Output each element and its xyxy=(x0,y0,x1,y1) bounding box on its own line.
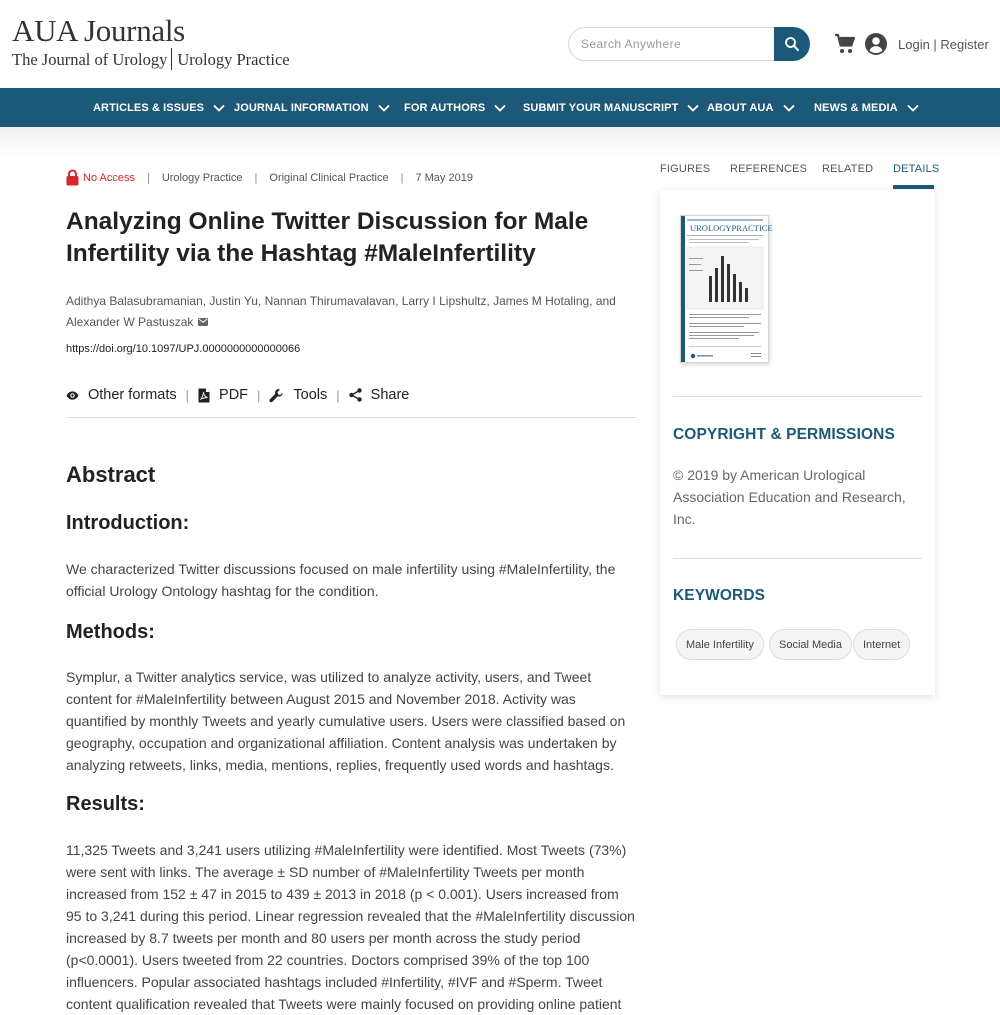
article-toolbar xyxy=(66,385,409,405)
site-header xyxy=(0,0,1000,88)
cover-title-text: UROLOGYPRACTICE xyxy=(690,223,773,233)
aua-journals-logo[interactable] xyxy=(12,14,290,70)
authors-line-2 xyxy=(66,312,646,333)
panel-divider xyxy=(673,396,922,397)
share-button[interactable] xyxy=(349,387,410,403)
methods-text: Symplur, a Twitter analytics service, was utilized to analyze activity, users, and Tweet content for #MaleInfertility between August 2015 and November 2018. Activity was quantified by monthly Tweets and yearly cumulative users. Users were classified based on geography, occupation and organizational affiliation. Content analysis was undertaken by analyzing retweets, links, media, mentions, replies, frequently used words and hashtags. xyxy=(66,669,626,773)
user-account-icon[interactable] xyxy=(864,32,888,56)
active-tab-indicator xyxy=(893,185,934,189)
search-button[interactable] xyxy=(774,27,810,61)
toolbar-divider: | xyxy=(185,387,190,403)
methods-heading: Methods: xyxy=(66,621,155,643)
journal-name[interactable]: Urology Practice xyxy=(161,171,243,184)
article-section[interactable]: Original Clinical Practice xyxy=(269,171,389,184)
nav-about-aua[interactable] xyxy=(707,88,795,127)
article-meta xyxy=(66,169,473,186)
author-list xyxy=(66,291,646,333)
search-icon xyxy=(783,35,801,53)
mail-icon[interactable] xyxy=(198,318,208,326)
nav-submit-manuscript[interactable] xyxy=(523,88,699,127)
panel-divider xyxy=(673,558,922,559)
keyword-chip[interactable]: Social Media xyxy=(769,629,852,660)
keyword-chip[interactable]: Male Infertility xyxy=(676,629,764,660)
tab-details[interactable]: DETAILS xyxy=(893,163,940,175)
pdf-button[interactable] xyxy=(198,387,248,403)
logo-journal-of-urology: The Journal of Urology xyxy=(12,50,168,69)
register-link[interactable]: Register xyxy=(940,37,989,52)
meta-divider: | xyxy=(400,171,404,184)
wrench-icon xyxy=(269,388,284,403)
introduction-heading: Introduction: xyxy=(66,512,190,534)
keyword-chip[interactable]: Internet xyxy=(853,629,910,660)
chevron-down-icon xyxy=(378,104,390,112)
journal-cover-thumbnail[interactable] xyxy=(680,215,773,363)
chevron-down-icon xyxy=(494,104,506,112)
nav-label: ARTICLES & ISSUES xyxy=(93,101,205,114)
tools-label: Tools xyxy=(293,387,328,403)
search-input[interactable] xyxy=(568,27,782,61)
toolbar-divider: | xyxy=(257,387,261,403)
eye-icon xyxy=(66,390,79,401)
other-formats-button[interactable] xyxy=(66,387,177,403)
abstract-heading: Abstract xyxy=(66,462,156,487)
meta-divider: | xyxy=(254,171,258,184)
nav-news-media[interactable] xyxy=(814,88,919,127)
journal-cover-image xyxy=(681,216,773,362)
nav-label: NEWS & MEDIA xyxy=(814,101,898,114)
results-heading: Results: xyxy=(66,793,145,815)
logo-subtitle xyxy=(12,48,290,70)
logo-divider xyxy=(171,48,172,70)
chevron-down-icon xyxy=(687,104,699,112)
tab-related[interactable]: RELATED xyxy=(822,163,874,175)
header-shadow xyxy=(0,127,1000,157)
results-text: 11,325 Tweets and 3,241 users utilizing #MaleInfertility were identified. Most Tweets (73%) were sent with links. The average ± SD number of #MaleInfertility Tweets per month increased from 152 ± 47 in 2015 to 439 ± 2013 in 2018 (p < 0.001). Users increased from 95 to 3,241 during this period. Linear regression revealed that the #MaleInfertility discussion increased by 8.7 tweets per month and 80 users per month across the study period (p<0.0001). Users tweeted from 22 countries. Doctors comprised 39% of the top 100 influencers. Popular associated hashtags included #Infertility, #IVF and #Sperm. Tweet content qualification revealed that Tweets were mainly focused on providing online patient xyxy=(66,842,635,1012)
keywords-heading: KEYWORDS xyxy=(673,587,766,604)
introduction-text: We characterized Twitter discussions focused on male infertility using #MaleInfertility, the official Urology Ontology hashtag for the condition. xyxy=(66,561,616,599)
search-box xyxy=(568,27,810,61)
tools-button[interactable] xyxy=(269,387,327,403)
nav-label: JOURNAL INFORMATION xyxy=(234,101,369,114)
nav-label: FOR AUTHORS xyxy=(404,101,486,114)
publication-date: 7 May 2019 xyxy=(415,171,473,184)
logo-title: AUA Journals xyxy=(12,13,185,48)
cart-icon[interactable] xyxy=(833,32,857,56)
logo-urology-practice: Urology Practice xyxy=(177,50,290,69)
chevron-down-icon xyxy=(213,104,225,112)
chevron-down-icon xyxy=(907,104,919,112)
nav-for-authors[interactable] xyxy=(404,88,506,127)
nav-label: SUBMIT YOUR MANUSCRIPT xyxy=(523,101,679,114)
login-link[interactable]: Login xyxy=(898,37,930,52)
article-title: Analyzing Online Twitter Discussion for Male Infertility via the Hashtag #MaleInfertility xyxy=(66,208,589,267)
lock-icon xyxy=(66,169,79,186)
nav-articles-issues[interactable] xyxy=(93,88,225,127)
main-nav xyxy=(0,88,1000,127)
authors-line-1[interactable]: Adithya Balasubramanian, Justin Yu, Nannan Thirumavalavan, Larry I Lipshultz, James M Hotaling, and xyxy=(66,294,616,308)
access-status: No Access xyxy=(83,171,135,184)
doi-link[interactable]: https://doi.org/10.1097/UPJ.0000000000000066 xyxy=(66,343,301,355)
pdf-file-icon xyxy=(198,388,210,403)
share-label: Share xyxy=(370,387,410,403)
copyright-text: © 2019 by American Urological Association Education and Research, Inc. xyxy=(673,467,906,527)
divider xyxy=(66,417,636,418)
toolbar-divider: | xyxy=(336,387,340,403)
tab-figures[interactable]: FIGURES xyxy=(660,163,711,175)
share-icon xyxy=(349,388,362,402)
copyright-heading: COPYRIGHT & PERMISSIONS xyxy=(673,426,895,443)
login-register xyxy=(898,37,989,52)
other-formats-label: Other formats xyxy=(88,387,177,403)
tab-references[interactable]: REFERENCES xyxy=(730,163,808,175)
login-separator: | xyxy=(929,37,941,52)
meta-divider: | xyxy=(146,171,150,184)
chevron-down-icon xyxy=(783,104,795,112)
nav-journal-information[interactable] xyxy=(234,88,390,127)
corresponding-author[interactable]: Alexander W Pastuszak xyxy=(66,315,194,329)
pdf-label: PDF xyxy=(219,387,249,403)
nav-label: ABOUT AUA xyxy=(707,101,774,114)
